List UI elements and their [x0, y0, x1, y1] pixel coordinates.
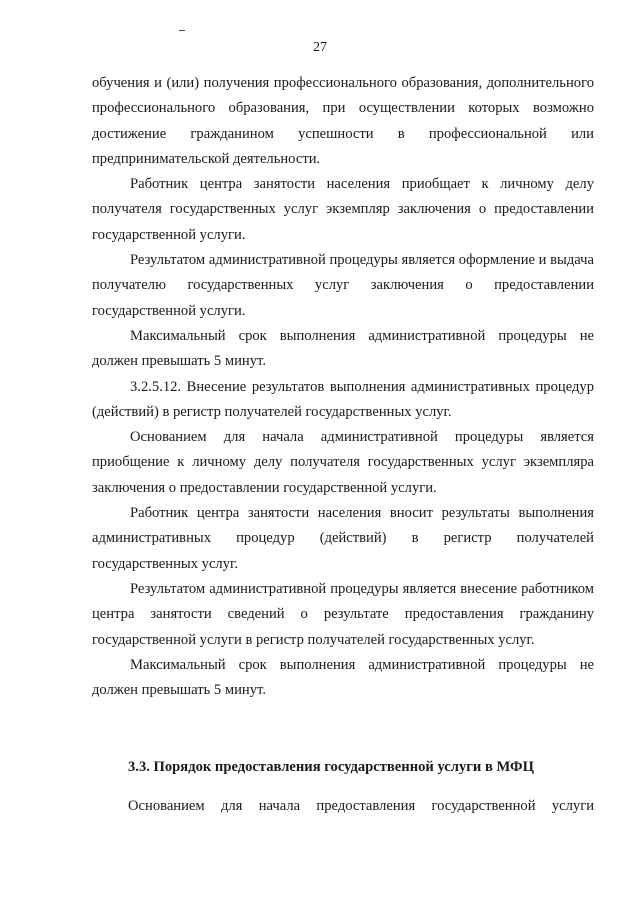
body-text — [92, 71, 594, 703]
paragraph: 3.2.5.12. Внесение результатов выполнения административных процедур (действий) в регистр получателей государственных услуг. — [92, 378, 594, 420]
section-heading: 3.3. Порядок предоставления государственной услуги в МФЦ — [128, 759, 534, 775]
paragraph: Результатом административной процедуры является оформление и выдача получателю государственных услуг заключения о предоставлении государственной услуги. — [92, 252, 594, 319]
paragraph: Результатом административной процедуры является внесение работником центра занятости сведений о результате предоставления гражданину государственной услуги в регистр получателей государственных услуг. — [92, 580, 594, 648]
paragraph: Работник центра занятости населения приобщает к личному делу получателя государственных услуг экземпляр заключения о предоставлении государственной услуги. — [92, 176, 594, 243]
paragraph: Работник центра занятости населения вносит результаты выполнения административных процедур (действий) в регистр получателей государственных услуг. — [92, 505, 594, 572]
paragraph: Максимальный срок выполнения административной процедуры не должен превышать 5 минут. — [92, 327, 594, 370]
paragraph: обучения и (или) получения профессионального образования, дополнительного профессионального образования, при осуществлении которых возможно достижение гражданином успешности в профессиональной или предпринимательской деятельности. — [92, 75, 594, 167]
paragraph: Основанием для начала административной процедуры является приобщение к личному делу получателя государственных услуг экземпляра заключения о предоставлении государственной услуги. — [92, 429, 594, 496]
scan-mark — [179, 30, 185, 31]
paragraph: Максимальный срок выполнения административной процедуры не должен превышать 5 минут. — [92, 656, 594, 699]
page-number: 27 — [313, 40, 327, 55]
paragraph-start: Основанием для начала предоставления государственной услуги — [128, 798, 594, 814]
